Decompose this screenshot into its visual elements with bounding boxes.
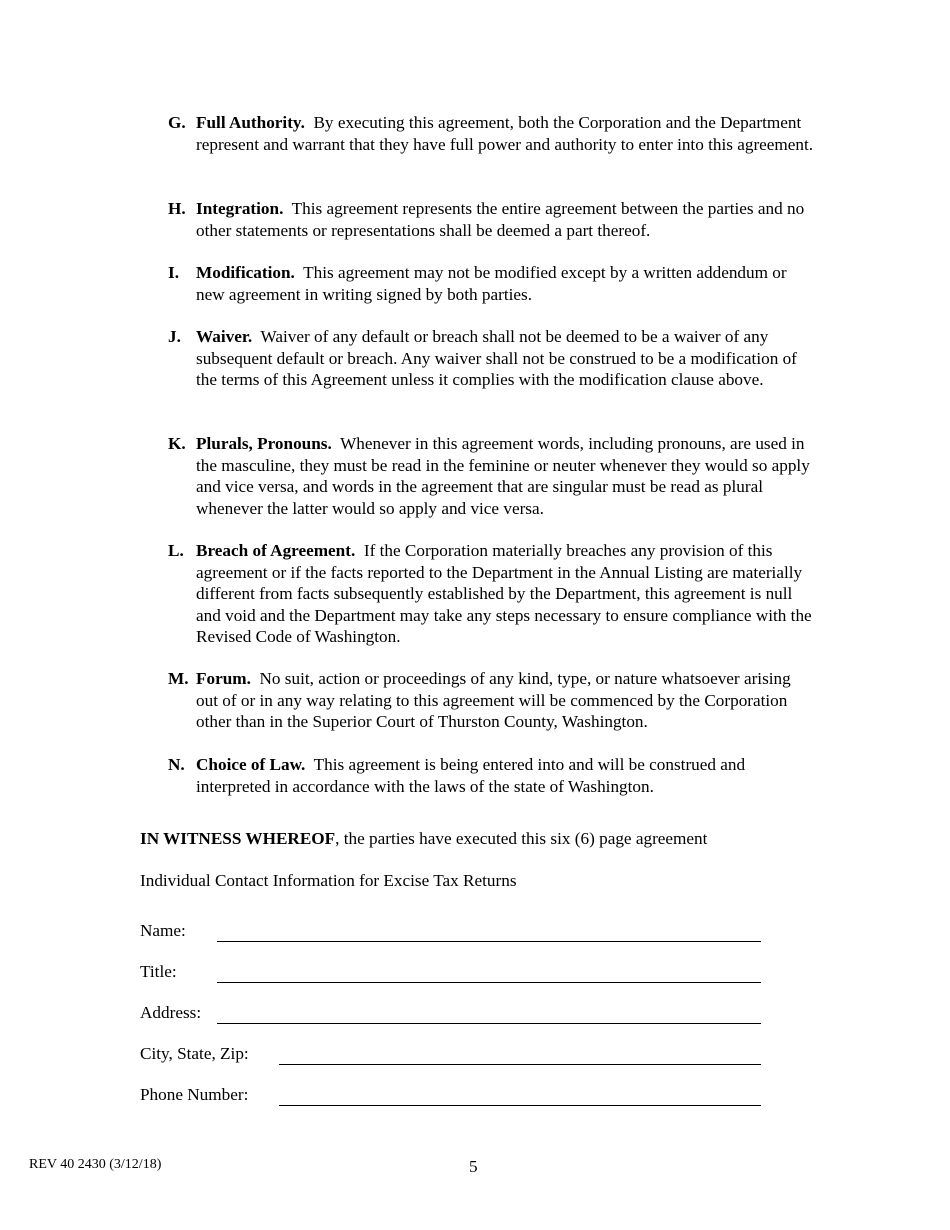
clause-body — [196, 540, 816, 648]
clause-body — [196, 433, 816, 519]
clause-body — [196, 112, 816, 155]
clause-title: Plurals, Pronouns. — [196, 434, 332, 453]
city-state-zip-label: City, State, Zip: — [140, 1044, 249, 1063]
phone-number-label: Phone Number: — [140, 1085, 249, 1104]
address-field[interactable] — [217, 1023, 761, 1024]
witness-statement — [140, 828, 900, 850]
clause-letter: H. — [168, 199, 186, 218]
clause-text: This agreement represents the entire agreement between the parties and no other statements or representations shall be deemed a part thereof. — [196, 199, 805, 240]
clause-title: Forum. — [196, 669, 251, 688]
clause-text: This agreement may not be modified except by a written addendum or new agreement in writing signed by both parties. — [196, 263, 787, 304]
witness-rest: , the parties have executed this six (6) page agreement — [335, 829, 708, 848]
clause-title: Integration. — [196, 199, 284, 218]
clause-text: By executing this agreement, both the Corporation and the Department represent and warrant that they have full power and authority to enter into this agreement. — [196, 113, 814, 154]
name-field[interactable] — [217, 941, 761, 942]
clause-text: If the Corporation materially breaches any provision of this agreement or if the facts reported to the Department in the Annual Listing are materially different from facts subsequently established by the Department, this agreement is null and void and the Department may take any steps necessary to ensure compliance with the Revised Code of Washington. — [196, 541, 812, 647]
address-label: Address: — [140, 1003, 202, 1022]
clause-letter: M. — [168, 669, 189, 688]
witness-bold: IN WITNESS WHEREOF — [140, 829, 336, 848]
clause-body — [196, 754, 816, 797]
clause-body — [196, 198, 816, 241]
clause-letter: L. — [168, 541, 184, 560]
contact-heading: Individual Contact Information for Excise Tax Returns — [140, 871, 517, 890]
city-state-zip-field[interactable] — [279, 1064, 761, 1065]
clause-text: Waiver of any default or breach shall not be deemed to be a waiver of any subsequent default or breach. Any waiver shall not be construed to be a modification of the terms of this Agreement unless it complies with the modification clause above. — [196, 327, 797, 390]
page-number: 5 — [469, 1157, 478, 1176]
clause-letter: N. — [168, 755, 185, 774]
clause-text: This agreement is being entered into and will be construed and interpreted in accordance with the laws of the state of Washington. — [196, 755, 746, 796]
clause-text: No suit, action or proceedings of any kind, type, or nature whatsoever arising out of or in any way relating to this agreement will be commenced by the Corporation other than in the Superior Court of Thurston County, Washington. — [196, 669, 791, 732]
clause-title: Breach of Agreement. — [196, 541, 356, 560]
clause-letter: I. — [168, 263, 179, 282]
clause-letter: G. — [168, 113, 186, 132]
clause-body — [196, 668, 816, 733]
clause-body — [196, 326, 816, 391]
clause-letter: K. — [168, 434, 186, 453]
clause-title: Choice of Law. — [196, 755, 306, 774]
clause-text: Whenever in this agreement words, including pronouns, are used in the masculine, they must be read in the feminine or neuter whenever they would so apply and vice versa, and words in the agreement that are singular must be read as plural whenever the latter would so apply and vice versa. — [196, 434, 810, 518]
clause-letter: J. — [168, 327, 181, 346]
clause-title: Full Authority. — [196, 113, 305, 132]
clause-body — [196, 262, 816, 305]
title-label: Title: — [140, 962, 177, 981]
clause-title: Modification. — [196, 263, 295, 282]
title-field[interactable] — [217, 982, 761, 983]
form-code: REV 40 2430 (3/12/18) — [29, 1157, 162, 1172]
clause-title: Waiver. — [196, 327, 253, 346]
phone-number-field[interactable] — [279, 1105, 761, 1106]
name-label: Name: — [140, 921, 186, 940]
